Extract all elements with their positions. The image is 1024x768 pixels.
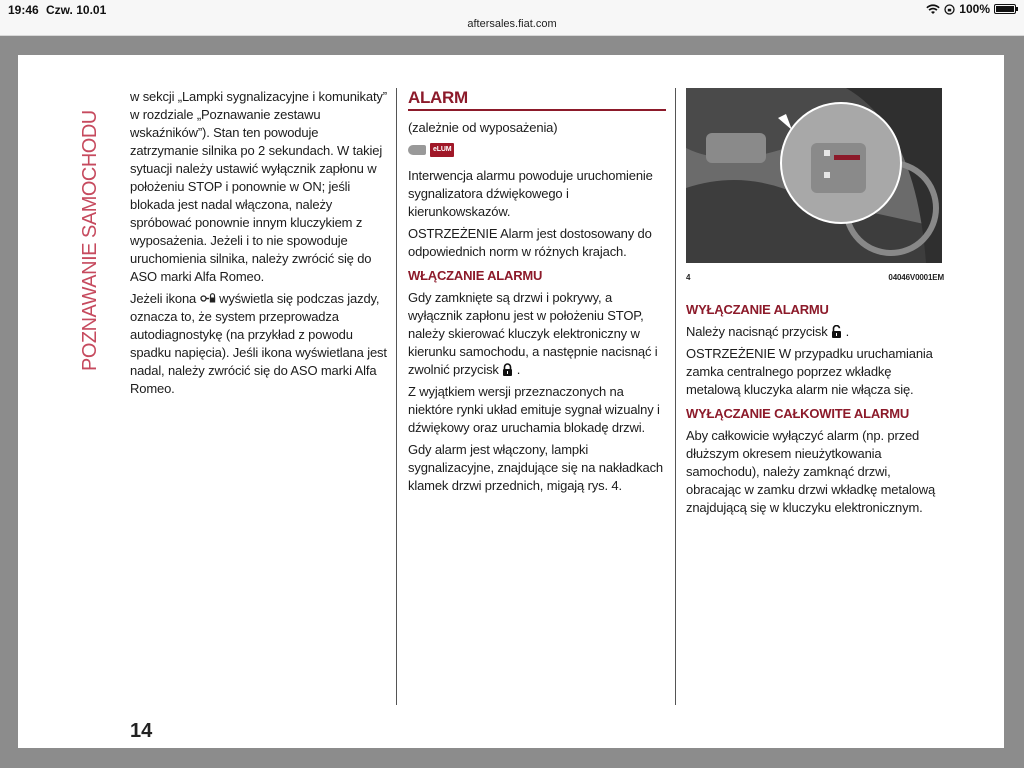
paragraph (130, 290, 388, 398)
subsection-title: WYŁĄCZANIE CAŁKOWITE ALARMU (686, 406, 910, 421)
date: Czw. 10.01 (46, 3, 107, 17)
text: . (516, 362, 521, 377)
warning-paragraph: OSTRZEŻENIE W przypadku uruchamiania zamka centralnego poprzez wkładkę metalową kluczyka alarm nie włącza się. (686, 346, 933, 397)
battery-level (996, 6, 1014, 12)
elum-badge: eLUM (430, 143, 454, 157)
column-2 (408, 88, 666, 499)
subsection-title: WŁĄCZANIE ALARMU (408, 268, 543, 283)
text: Jeżeli ikona (130, 291, 197, 306)
warning-paragraph: OSTRZEŻENIE Alarm jest dostosowany do odpowiednich norm w różnych krajach. (408, 226, 652, 259)
door-handle-illustration (686, 88, 942, 263)
column-1 (130, 88, 388, 402)
battery-icon (994, 4, 1016, 14)
paragraph: Aby całkowicie wyłączyć alarm (np. przed dłuższym okresem nieużytkowania samochodu), należy zamknąć drzwi, obracając w zamku drzwi wkładkę metalową znajdującą się w kluczyku elektronicznym. (686, 428, 936, 515)
pointing-hand-icon (408, 145, 426, 155)
section-title: ALARM (408, 88, 666, 111)
status-icons (926, 2, 1016, 16)
status-bar (0, 0, 1024, 36)
page-number: 14 (130, 720, 153, 742)
manual-page (18, 55, 1004, 748)
text: Gdy zamknięte są drzwi i pokrywy, a wyłącznik zapłonu jest w położeniu STOP, należy skierować kluczyk elektroniczny w kierunku samochodu, a następnie nacisnąć i zwolnić przycisk (408, 290, 658, 377)
section-label: POZNAWANIE SAMOCHODU (79, 110, 101, 371)
subtitle: (zależnie od wyposażenia) (408, 120, 558, 135)
paragraph: w sekcji „Lampki sygnalizacyjne i komunikaty” w rozdziale „Poznawanie zestawu wskaźników”). Stan ten powoduje zatrzymanie silnika po 2 sekundach. W takiej sytuacji należy ustawić wyłącznik zapłonu w położeniu STOP i ponownie w ON; jeśli blokada jest nadal włączona, należy spróbować ponownie innym kluczykiem z wyposażenia. Jeżeli i to nie spowoduje uruchomienia silnika, należy zwrócić się do ASO marki Alfa Romeo. (130, 89, 387, 284)
lock-open-icon (831, 325, 842, 338)
lock-closed-icon (502, 363, 513, 376)
wifi-icon (926, 4, 940, 15)
figure-caption (686, 269, 944, 287)
paragraph: Interwencja alarmu powoduje uruchomienie sygnalizatora dźwiękowego i kierunkowskazów. (408, 168, 653, 219)
column-divider (396, 88, 397, 705)
paragraph (408, 289, 666, 379)
subsection-title: WYŁĄCZANIE ALARMU (686, 302, 829, 317)
column-divider (675, 88, 676, 705)
key-lock-icon (200, 292, 216, 305)
equipment-icons (408, 141, 666, 159)
url-bar[interactable]: aftersales.fiat.com (467, 18, 557, 30)
battery-percent: 100% (959, 2, 990, 16)
text: Należy nacisnąć przycisk (686, 324, 828, 339)
paragraph: Z wyjątkiem wersji przeznaczonych na niektóre rynki układ emituje sygnał wizualny i dźwiękowy oraz uruchamia blokadę drzwi. (408, 384, 660, 435)
rotation-lock-icon (944, 4, 955, 15)
door-handle-photo (686, 88, 942, 263)
column-3 (686, 88, 944, 521)
text: wyświetla się podczas jazdy, oznacza to, że system przeprowadza autodiagnostykę (na przykład z powodu spadku napięcia). Jeśli ikona wyświetlana jest nadal, należy zwrócić się do ASO marki Alfa Romeo. (130, 291, 387, 396)
paragraph (686, 323, 944, 341)
paragraph: Gdy alarm jest włączony, lampki sygnalizacyjne, znajdujące się na nakładkach klamek drzwi przednich, migają rys. 4. (408, 442, 664, 493)
figure-code: 04046V0001EM (888, 273, 944, 282)
figure-number: 4 (686, 273, 691, 282)
text: . (845, 324, 850, 339)
clock: 19:46 (8, 3, 39, 17)
